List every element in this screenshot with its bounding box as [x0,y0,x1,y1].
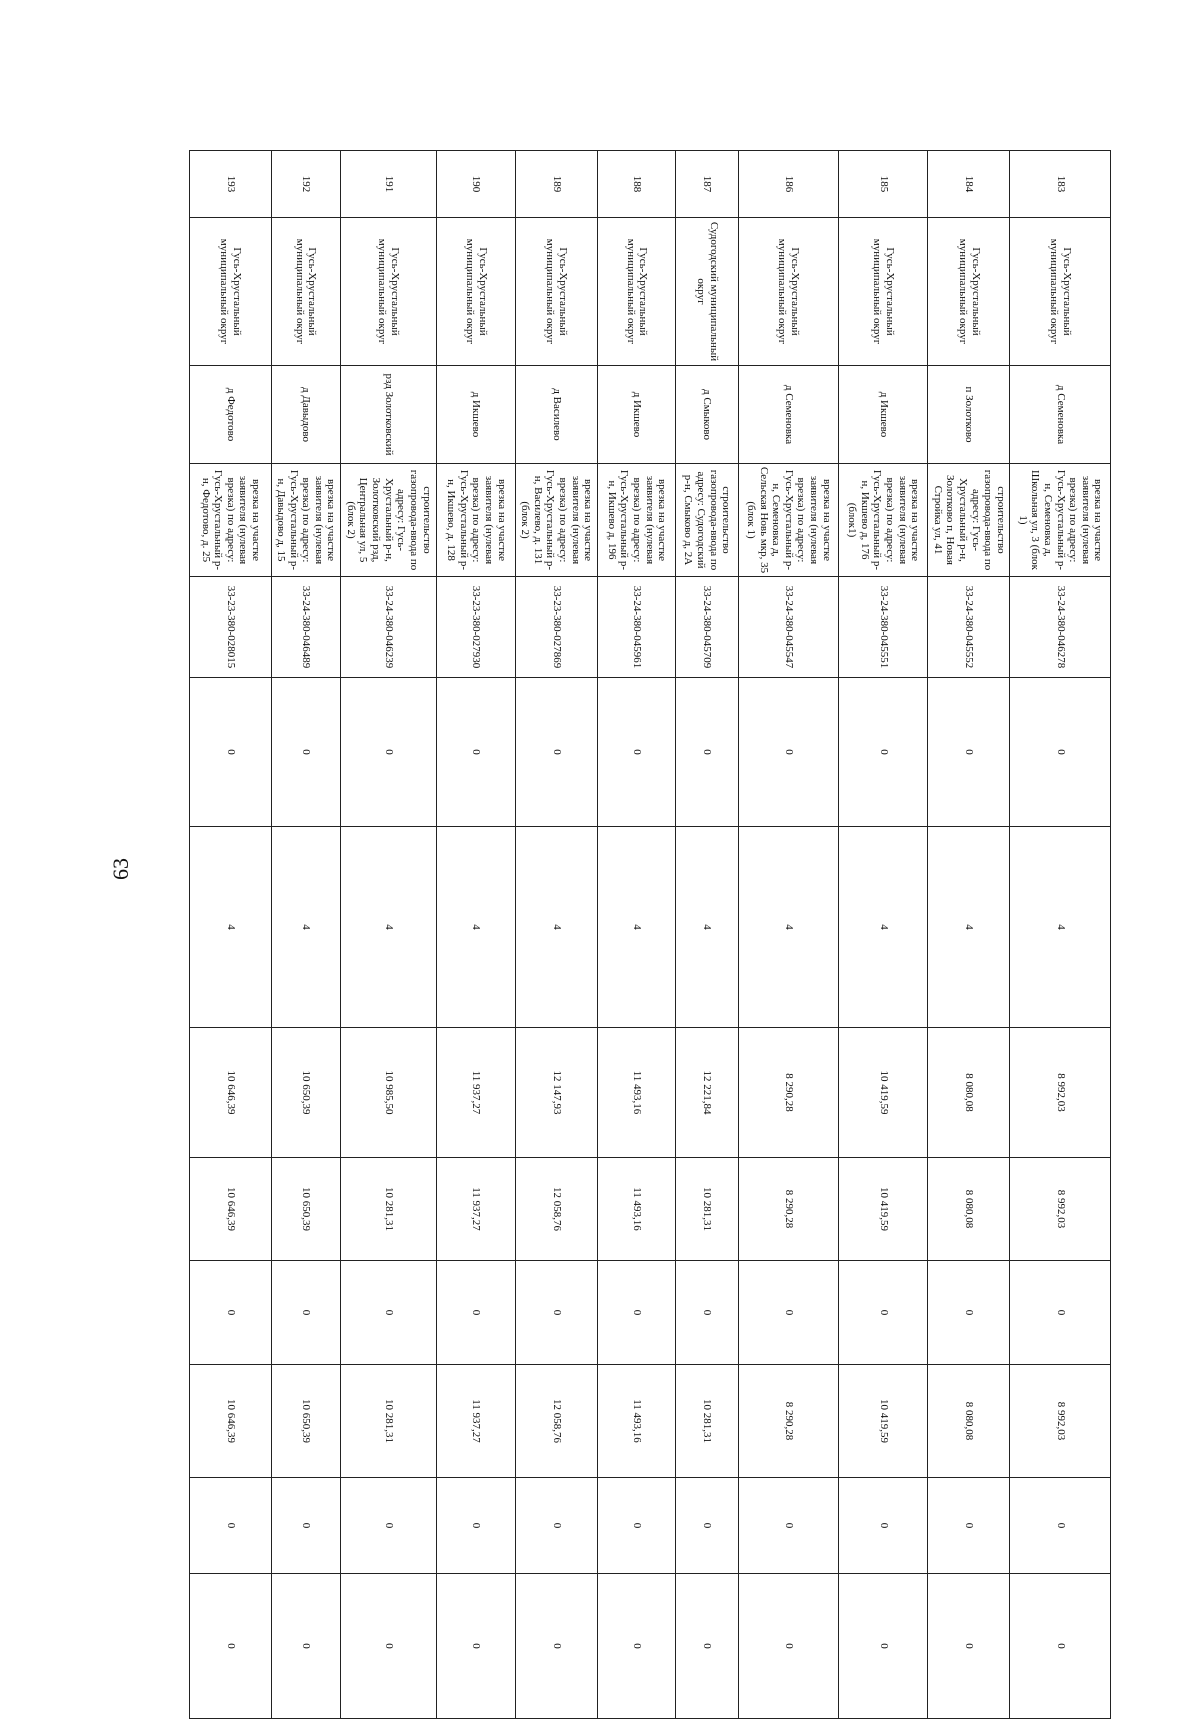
row-number: 187 [676,151,738,218]
value-col-7: 0 [515,1478,597,1574]
value-col-5: 0 [340,1261,436,1365]
cadastral-number: 33-24-380-045547 [738,577,839,678]
municipal-district: Судогодский муниципальный округ [676,218,738,366]
amount-col-6: 10 650,39 [272,1365,341,1478]
value-col-5: 0 [738,1261,839,1365]
work-description: врезка на участке заявителя (нулевая врезка) по адресу: Гусь-Хрустальный р-н, Икшево д, 176 (блок1) [839,464,928,577]
amount-col-3: 11 937,27 [437,1028,516,1158]
locality: д Семеновка [738,366,839,464]
value-col-2: 4 [190,827,272,1028]
value-col-8: 0 [928,1574,1010,1719]
locality: д Семеновка [1010,366,1111,464]
municipal-district: Гусь-Хрустальный муниципальный округ [839,218,928,366]
value-col-2: 4 [437,827,516,1028]
amount-col-6: 10 281,31 [676,1365,738,1478]
registry-table [189,150,1111,1719]
municipal-district: Гусь-Хрустальный муниципальный округ [437,218,516,366]
locality: д Федотово [190,366,272,464]
locality: п Золотково [928,366,1010,464]
municipal-district: Гусь-Хрустальный муниципальный округ [738,218,839,366]
value-col-7: 0 [340,1478,436,1574]
value-col-2: 4 [738,827,839,1028]
work-description: врезка на участке заявителя (нулевая врезка) по адресу: Гусь-Хрустальный р-н, Семеновка д, Школьная ул, 3 (блок 1) [1010,464,1111,577]
value-col-1: 0 [1010,678,1111,827]
work-description: врезка на участке заявителя (нулевая врезка) по адресу: Гусь-Хрустальный р-н, Икшево д, 196 [597,464,676,577]
locality: д Смыково [676,366,738,464]
value-col-8: 0 [738,1574,839,1719]
value-col-5: 0 [190,1261,272,1365]
locality: д Василево [515,366,597,464]
value-col-2: 4 [839,827,928,1028]
value-col-8: 0 [597,1574,676,1719]
amount-col-3: 8 080,08 [928,1028,1010,1158]
amount-col-6: 8 290,28 [738,1365,839,1478]
value-col-1: 0 [272,678,341,827]
amount-col-3: 11 493,16 [597,1028,676,1158]
amount-col-3: 10 646,39 [190,1028,272,1158]
amount-col-6: 10 281,31 [340,1365,436,1478]
row-number: 188 [597,151,676,218]
value-col-2: 4 [928,827,1010,1028]
table-row [928,151,1010,1719]
value-col-5: 0 [597,1261,676,1365]
cadastral-number: 33-23-380-027869 [515,577,597,678]
value-col-5: 0 [1010,1261,1111,1365]
cadastral-number: 33-24-380-045709 [676,577,738,678]
value-col-8: 0 [839,1574,928,1719]
cadastral-number: 33-24-380-046239 [340,577,436,678]
value-col-2: 4 [515,827,597,1028]
row-number: 185 [839,151,928,218]
work-description: врезка на участке заявителя (нулевая врезка) по адресу: Гусь-Хрустальный р-н, Василево, д. 131 (блок 2) [515,464,597,577]
value-col-5: 0 [272,1261,341,1365]
row-number: 189 [515,151,597,218]
value-col-1: 0 [437,678,516,827]
locality: рзд Золотковский [340,366,436,464]
work-description: врезка на участке заявителя (нулевая врезка) по адресу: Гусь-Хрустальный р-н, Семеновка д, Сельская Новь мкр, 35 (блок 1) [738,464,839,577]
value-col-7: 0 [839,1478,928,1574]
municipal-district: Гусь-Хрустальный муниципальный округ [515,218,597,366]
table-row [437,151,516,1719]
work-description: строительство газопровода-ввода по адресу: Судогодский р-н, Смыково д, 2А [676,464,738,577]
rotated-table-wrapper [189,150,1111,1649]
table-row [272,151,341,1719]
page-number: 63 [108,858,133,880]
amount-col-4: 8 992,03 [1010,1158,1111,1261]
work-description: врезка на участке заявителя (нулевая врезка) по адресу: Гусь-Хрустальный р-н, Икшево, д. 128 [437,464,516,577]
value-col-2: 4 [1010,827,1111,1028]
row-number: 184 [928,151,1010,218]
value-col-1: 0 [340,678,436,827]
value-col-2: 4 [597,827,676,1028]
work-description: врезка на участке заявителя (нулевая врезка) по адресу: Гусь-Хрустальный р-н, Давыдово д, 15 [272,464,341,577]
value-col-7: 0 [597,1478,676,1574]
table-row [839,151,928,1719]
amount-col-6: 10 646,39 [190,1365,272,1478]
locality: д Икшево [597,366,676,464]
amount-col-3: 12 221,84 [676,1028,738,1158]
municipal-district: Гусь-Хрустальный муниципальный округ [340,218,436,366]
amount-col-3: 10 650,39 [272,1028,341,1158]
municipal-district: Гусь-Хрустальный муниципальный округ [190,218,272,366]
value-col-1: 0 [839,678,928,827]
value-col-7: 0 [738,1478,839,1574]
row-number: 183 [1010,151,1111,218]
amount-col-4: 11 493,16 [597,1158,676,1261]
amount-col-4: 10 646,39 [190,1158,272,1261]
value-col-8: 0 [676,1574,738,1719]
amount-col-4: 12 058,76 [515,1158,597,1261]
amount-col-6: 8 992,03 [1010,1365,1111,1478]
amount-col-4: 10 419,59 [839,1158,928,1261]
value-col-7: 0 [190,1478,272,1574]
cadastral-number: 33-24-380-045552 [928,577,1010,678]
cadastral-number: 33-24-380-045961 [597,577,676,678]
work-description: строительство газопровода-ввода по адресу: Гусь-Хрустальный р-н, Золотково п, Новая Стройка ул, 41 [928,464,1010,577]
value-col-1: 0 [190,678,272,827]
amount-col-3: 8 992,03 [1010,1028,1111,1158]
row-number: 190 [437,151,516,218]
table-row [597,151,676,1719]
amount-col-4: 8 290,28 [738,1158,839,1261]
table-row [1010,151,1111,1719]
table-row [676,151,738,1719]
amount-col-6: 8 080,08 [928,1365,1010,1478]
locality: д Давыдово [272,366,341,464]
value-col-5: 0 [515,1261,597,1365]
amount-col-3: 10 985,50 [340,1028,436,1158]
value-col-8: 0 [272,1574,341,1719]
amount-col-3: 8 290,28 [738,1028,839,1158]
value-col-8: 0 [437,1574,516,1719]
work-description: врезка на участке заявителя (нулевая врезка) по адресу: Гусь-Хрустальный р-н, Федотово, д. 25 [190,464,272,577]
table-row [340,151,436,1719]
row-number: 193 [190,151,272,218]
amount-col-3: 10 419,59 [839,1028,928,1158]
amount-col-6: 11 493,16 [597,1365,676,1478]
value-col-1: 0 [738,678,839,827]
municipal-district: Гусь-Хрустальный муниципальный округ [597,218,676,366]
value-col-5: 0 [437,1261,516,1365]
value-col-1: 0 [597,678,676,827]
value-col-2: 4 [340,827,436,1028]
table-body [190,151,1111,1719]
municipal-district: Гусь-Хрустальный муниципальный округ [272,218,341,366]
row-number: 192 [272,151,341,218]
value-col-5: 0 [839,1261,928,1365]
value-col-5: 0 [676,1261,738,1365]
value-col-7: 0 [272,1478,341,1574]
amount-col-6: 10 419,59 [839,1365,928,1478]
row-number: 186 [738,151,839,218]
cadastral-number: 33-23-380-027930 [437,577,516,678]
value-col-8: 0 [1010,1574,1111,1719]
cadastral-number: 33-24-380-046489 [272,577,341,678]
value-col-8: 0 [515,1574,597,1719]
table-row [190,151,272,1719]
locality: д Икшево [839,366,928,464]
work-description: строительство газопровода-ввода по адресу: Гусь-Хрустальный р-н, Золотковский рзд, Центральная ул, 5 (блок 2) [340,464,436,577]
value-col-7: 0 [437,1478,516,1574]
amount-col-6: 12 058,76 [515,1365,597,1478]
value-col-1: 0 [676,678,738,827]
value-col-2: 4 [272,827,341,1028]
cadastral-number: 33-23-380-028015 [190,577,272,678]
amount-col-4: 11 937,27 [437,1158,516,1261]
amount-col-4: 10 281,31 [340,1158,436,1261]
amount-col-4: 8 080,08 [928,1158,1010,1261]
amount-col-3: 12 147,93 [515,1028,597,1158]
value-col-1: 0 [928,678,1010,827]
amount-col-4: 10 281,31 [676,1158,738,1261]
row-number: 191 [340,151,436,218]
amount-col-4: 10 650,39 [272,1158,341,1261]
value-col-8: 0 [340,1574,436,1719]
value-col-5: 0 [928,1261,1010,1365]
locality: д Икшево [437,366,516,464]
value-col-7: 0 [676,1478,738,1574]
municipal-district: Гусь-Хрустальный муниципальный округ [928,218,1010,366]
value-col-8: 0 [190,1574,272,1719]
municipal-district: Гусь-Хрустальный муниципальный округ [1010,218,1111,366]
value-col-7: 0 [1010,1478,1111,1574]
amount-col-6: 11 937,27 [437,1365,516,1478]
value-col-1: 0 [515,678,597,827]
table-row [738,151,839,1719]
table-row [515,151,597,1719]
cadastral-number: 33-24-380-045551 [839,577,928,678]
cadastral-number: 33-24-380-046278 [1010,577,1111,678]
value-col-2: 4 [676,827,738,1028]
value-col-7: 0 [928,1478,1010,1574]
